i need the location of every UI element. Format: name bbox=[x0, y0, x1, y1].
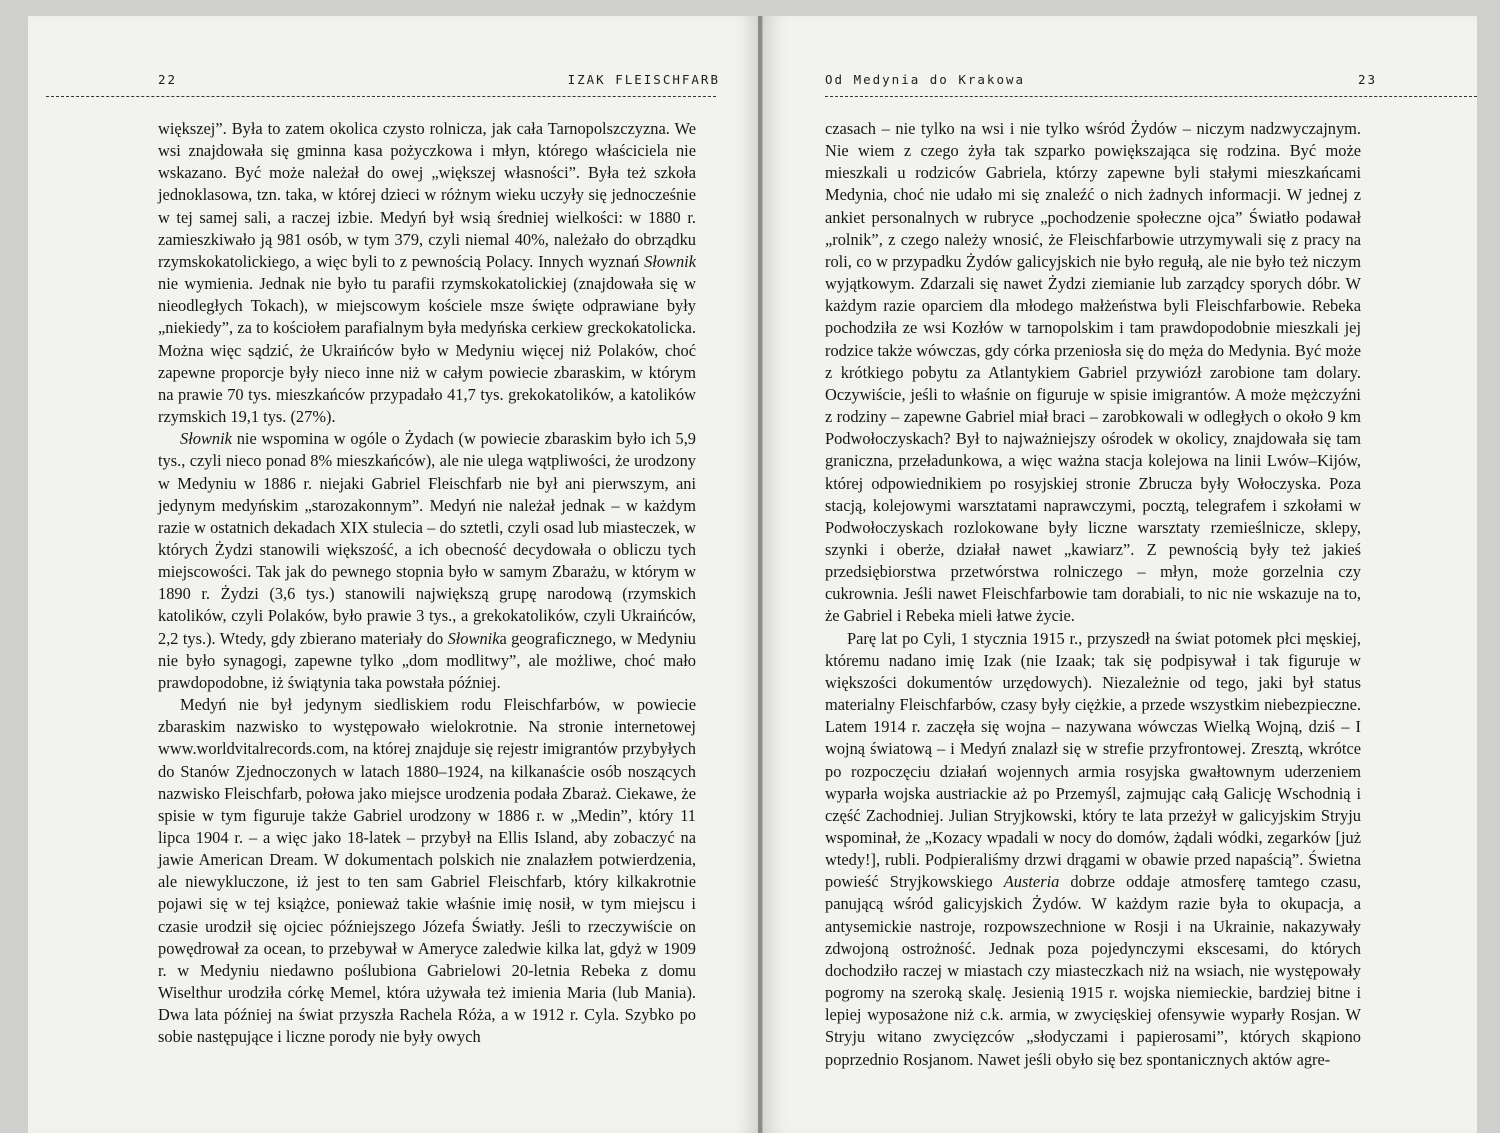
paragraph: Medyń nie był jedynym siedliskiem rodu Fleischfarbów, w powiecie zbaraskim nazwisko to występowało wielokrotnie. Na stronie internetowej www.worldvitalrecords.com, na której znajduje się rejestr imigrantów przybyłych do Stanów Zjednoczonych w latach 1880–1924, na kilkanaście osób noszących nazwisko Fleischfarb, połowa jako miejsce urodzenia podała Zbaraż. Ciekawe, że spisie w tym figuruje także Gabriel urodzony w 1886 r. w „Medin”, który 11 lipca 1904 r. – a więc jako 18-latek – przybył na Ellis Island, aby zobaczyć na jawie American Dream. W dokumentach polskich nie znalazłem potwierdzenia, ale niewykluczone, iż jest to ten sam Gabriel Fleischfarb, który kilkakrotnie pojawi się w tej książce, ponieważ takie właśnie imię nosił, w tym miejscu i czasie urodził się ojciec późniejszego Józefa Światły. Jeśli to rzeczywiście on powędrował za ocean, to przebywał w Ameryce zaledwie kilka lat, gdyż w 1909 r. w Medyniu niedawno poślubiona Gabrielowi 20-letnia Rebeka z domu Wiselthur urodziła córkę Memel, która używała też imienia Maria (lub Mania). Dwa lata później na świat przyszła Rachela Róża, a w 1912 r. Cyla. Szybko po sobie następujące i liczne porody nie były owych bbox=[158, 695, 696, 1047]
right-running-head: Od Medynia do Krakowa bbox=[825, 72, 1026, 87]
paragraph: Słownik nie wspomina w ogóle o Żydach (w powiecie zbaraskim było ich 5,9 tys., czyli nieco ponad 8% mieszkańców), ale nie ulega wątpliwości, że urodzony w Medyniu w 1886 r. niejaki Gabriel Fleischfarb nie był ani pierwszym, ani jedynym medyńskim „starozakonnym”. Medyń nie należał jednak – w każdym razie w ostatnich dekadach XIX stulecia – do sztetli, czyli osad lub miasteczek, w których Żydzi stanowili większość, a ich obecność decydowała o obliczu tych miejscowości. Tak jak do pewnego stopnia było w samym Zbarażu, w którym w 1890 r. Żydzi (3,6 tys.) stanowili największą grupę narodową (rzymskich katolików, czyli Polaków, było prawie 3 tys., a grekokatolików, czyli Ukraińców, 2,2 tys.). Wtedy, gdy zbierano materiały do Słownika geograficznego, w Medyniu nie było synagogi, zapewne tylko „dom modlitwy”, ale możliwe, choć mało prawdopodobne, iż świątynia taka powstała później. bbox=[158, 429, 696, 692]
header-rule bbox=[46, 96, 716, 97]
book-spread bbox=[28, 16, 1476, 1133]
right-body-text bbox=[825, 118, 1361, 1071]
paragraph: większej”. Była to zatem okolica czysto rolnicza, jak cała Tarnopolszczyzna. We wsi znajdowała się gminna kasa pożyczkowa i młyn, którego właściciela nie wskazano. Być może należał do owej „większej własności”. Była też szkoła jednoklasowa, tzn. taka, w której dzieci w różnym wieku uczyły się jednocześnie w tej samej sali, a raczej izbie. Medyń był wsią średniej wielkości: w 1880 r. zamieszkiwało ją 981 osób, w tym 379, czyli niemal 40%, należało do obrządku rzymskokatolickiego, a więc byli to z pewnością Polacy. Innych wyznań Słownik nie wymienia. Jednak nie było tu parafii rzymskokatolickiej (znajdowała się w nieodległych Tokach), w miejscowym kościele msze święte odprawiane były „niekiedy”, za to kościołem parafialnym była medyńska cerkiew greckokatolicka. Można więc sądzić, że Ukraińców było w Medyniu więcej niż Polaków, choć zapewne proporcje były nieco inne niż w całym powiecie zbaraskim, w którym na prawie 70 tys. mieszkańców przypadało 41,7 tys. grekokatolików, a katolików rzymskich 19,1 tys. (27%). bbox=[158, 119, 696, 427]
right-page bbox=[762, 16, 1477, 1133]
paragraph: czasach – nie tylko na wsi i nie tylko wśród Żydów – niczym nadzwyczajnym. Nie wiem z czego żyła tak szparko powiększająca się rodzina. Być może mieszkali u rodziców Gabriela, którzy zapewne byli stałymi mieszkańcami Medynia, choć nie udało mi się znaleźć o nich żadnych informacji. W jednej z ankiet personalnych w rubryce „pochodzenie społeczne ojca” Światło podawał „rolnik”, z czego należy wnosić, że Fleischfarbowie utrzymywali się z pracy na roli, co w przypadku Żydów galicyjskich nie było regułą, ale nie było też niczym wyjątkowym. Zdarzali się nawet Żydzi ziemianie lub zarządcy sporych dóbr. W każdym razie oparciem dla młodego małżeństwa byli Fleischfarbowie. Rebeka pochodziła ze wsi Kozłów w tarnopolskim i tam prawdopodobnie mieszkali jej rodzice także wówczas, gdy córka przeniosła się do męża do Medynia. Być może z krótkiego pobytu za Atlantykiem Gabriel przywiózł zarobione tam dolary. Oczywiście, jeśli to właśnie on figuruje w spisie imigrantów. A może mężczyźni z rodziny – zapewne Gabriel miał braci – zarobkowali w odległych o około 9 km Podwołoczyskach? Był to najważniejszy ośrodek w okolicy, znajdowała się tam graniczna, przeładunkowa, a więc ważna stacja kolejowa na linii Lwów–Kijów, której odpowiednikiem po rosyjskiej stronie Zbrucza były Wołoczyska. Poza stacją, kolejowymi warsztatami naprawczymi, pocztą, telegrafem i szkołami w Podwołoczyskach rozlokowane były liczne warsztaty rzemieślnicze, sklepy, szynki i oberże, działał nawet „kawiarz”. Z pewnością były też jakieś przedsiębiorstwa przetwórstwa rolniczego – młyn, może gorzelnia czy cukrownia. Jeśli nawet Fleischfarbowie tam dorabiali, to nic nie wskazuje na to, że Gabriel i Rebeka mieli łatwe życie. bbox=[825, 119, 1361, 626]
left-page bbox=[28, 16, 759, 1133]
header-rule bbox=[825, 96, 1477, 97]
left-body-text bbox=[158, 118, 696, 1049]
left-running-head: IZAK FLEISCHFARB bbox=[567, 72, 720, 87]
right-page-number: 23 bbox=[1357, 72, 1377, 87]
paragraph: Parę lat po Cyli, 1 stycznia 1915 r., przyszedł na świat potomek płci męskiej, któremu nadano imię Izak (nie Izaak; tak się podpisywał i tak figuruje w większości dokumentów urzędowych). Niezależnie od tego, jaki był status materialny Fleischfarbów, czasy były ciężkie, a przede wszystkim niebezpieczne. Latem 1914 r. zaczęła się wojna – nazywana wówczas Wielką Wojną, dziś – I wojną światową – i Medyń znalazł się w strefie przyfrontowej. Zresztą, wkrótce po rozpoczęciu działań wojennych armia rosyjska gwałtownym uderzeniem wyparła wojska austriackie aż po Przemyśl, zajmując całą Galicję Wschodnią i część Zachodniej. Julian Stryjkowski, który te lata przeżył w galicyjskim Stryju wspominał, że „Kozacy wpadali w nocy do domów, żądali wódki, zegarków [już wtedy!], rubli. Podpieraliśmy drzwi drągami w obawie przed napaścią”. Świetna powieść Stryjkowskiego Austeria dobrze oddaje atmosferę tamtego czasu, panującą wśród galicyjskich Żydów. W każdym razie była to okupacja, a antysemickie nastroje, rozpowszechnione w Rosji i na Ukrainie, nakazywały zdwojoną ostrożność. Jednak poza pojedynczymi ekscesami, do których dochodziło raczej w miastach czy miasteczkach niż na wsiach, nie występowały pogromy na szeroką skalę. Jesienią 1915 r. wojska niemieckie, bardziej bitne i lepiej wyposażone niż c.k. armia, w zwycięskiej ofensywie wyparły Rosjan. W Stryju witano zwycięzców „słodyczami i papierosami”, których skąpiono poprzednio Rosjanom. Nawet jeśli obyło się bez spontanicznych aktów agre- bbox=[825, 628, 1361, 1069]
left-page-number: 22 bbox=[158, 72, 178, 87]
